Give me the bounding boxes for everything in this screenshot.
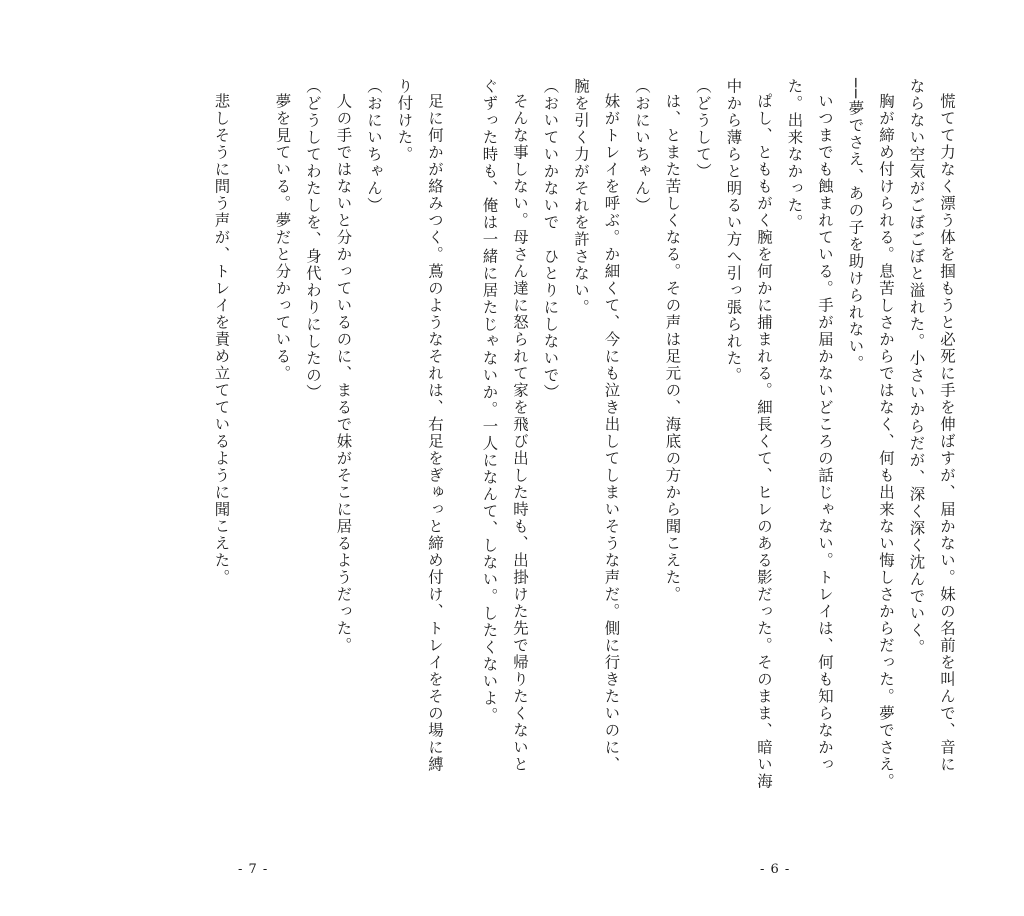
text-line: ──夢でさえ、あの子を助けられない。 — [846, 78, 865, 372]
text-line: り付けた。 — [395, 78, 414, 163]
page-number: - 7 - — [238, 862, 269, 877]
text-line: 夢を見ている。夢だと分かっている。 — [273, 93, 292, 383]
page-number: - 6 - — [760, 862, 791, 877]
text-line: ならない空気がごぼごぼと溢れた。小さいからだが、深く深く沈んでいく。 — [907, 78, 926, 656]
page-7-body-text — [206, 78, 450, 868]
text-line: （どうして） — [694, 78, 712, 180]
text-line: た。出来なかった。 — [785, 78, 804, 231]
text-line: ぐずった時も、俺は一緒に居たじゃないか。一人になんて、しない。したくないよ。 — [480, 78, 499, 724]
text-line: 中から薄らと明るい方へ引っ張られた。 — [724, 78, 743, 384]
text-line: は、とまた苦しくなる。その声は足元の、海底の方から聞こえた。 — [663, 93, 682, 604]
text-line: 妹がトレイを呼ぶ。か細くて、今にも泣き出してしまいそうな声だ。側に行きたいのに、 — [602, 93, 621, 774]
blank-line — [237, 78, 268, 868]
text-line: ぱし、とももがく腕を何かに捕まれる。細長くて、ヒレのある影だった。そのまま、暗い海 — [755, 93, 773, 791]
text-line: 慌てて力なく漂う体を掴もうと必死に手を伸ばすが、届かない。妹の名前を叫んで、音に — [938, 93, 956, 774]
text-line: （おにいちゃん） — [365, 78, 383, 214]
text-line: いつまでも蝕まれている。手が届かないどころの話じゃない。トレイは、何も知らなかっ — [816, 93, 834, 774]
page-6-body-text — [474, 78, 962, 868]
text-line: 足に何かが絡みつく。蔦のようなそれは、右足をぎゅっと締め付け、トレイをその場に縛 — [426, 93, 444, 774]
text-line: 人の手ではないと分かっているのに、まるで妹がそこに居るようだった。 — [334, 93, 353, 655]
text-line: そんな事しない。母さん達に怒られて家を飛び出した時も、出掛けた先で帰りたくないと — [511, 93, 529, 774]
text-line: （おいていかないで ひとりにしないで） — [541, 78, 560, 401]
text-line: （どうしてわたしを、身代わりにしたの） — [304, 78, 322, 401]
text-line: 悲しそうに問う声が、トレイを責め立てているように聞こえた。 — [212, 93, 231, 587]
text-line: 腕を引く力がそれを許さない。 — [572, 78, 590, 316]
text-line: 胸が締め付けられる。息苦しさからではなく、何も出来ない悔しさからだった。夢でさえ。 — [877, 93, 895, 791]
text-line: （おにいちゃん） — [633, 78, 651, 214]
page-6 — [480, 0, 1024, 916]
